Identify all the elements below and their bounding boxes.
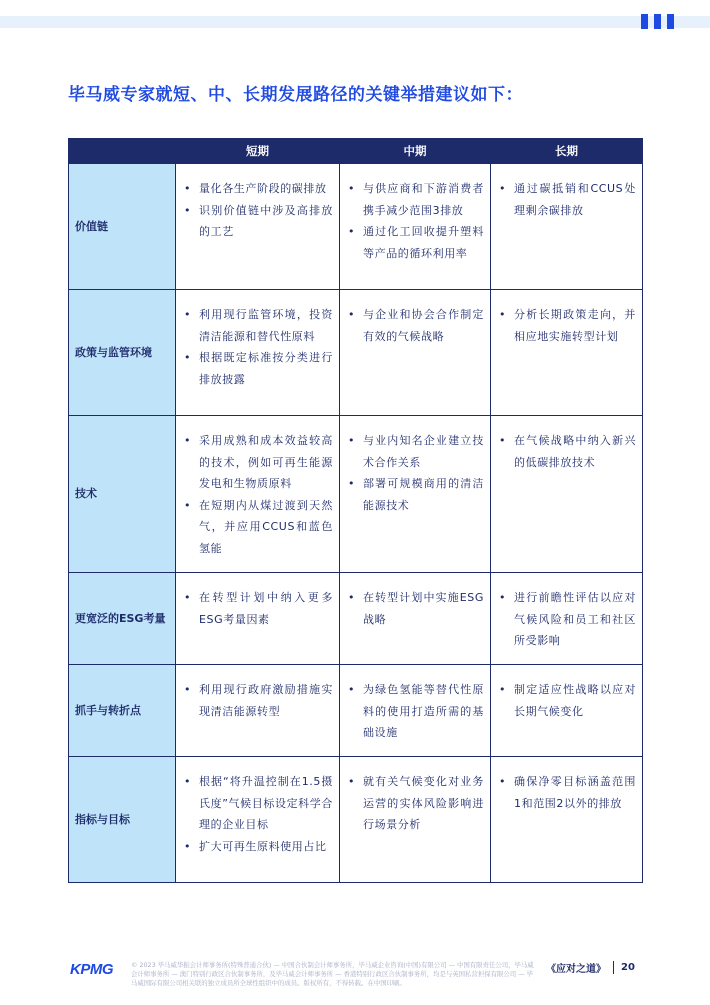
- bullet-item: • 根据既定标准按分类进行排放披露: [182, 347, 333, 390]
- bullet-list: [491, 665, 642, 728]
- bullet-list: [491, 573, 642, 658]
- bullet-list: [491, 757, 642, 820]
- bullet-item: • 通过化工回收提升塑料等产品的循环利用率: [346, 221, 484, 264]
- bullet-item: • 就有关气候变化对业务运营的实体风险影响进行场景分析: [346, 771, 484, 836]
- bullet-list: [340, 757, 490, 842]
- row-label: [69, 573, 176, 665]
- table-row: [69, 290, 643, 416]
- header-short-term: 短期: [176, 139, 340, 164]
- bullet-item: • 与企业和协会合作制定有效的气候战略: [346, 304, 484, 347]
- row-label: [69, 665, 176, 757]
- cell-long-term: [491, 665, 643, 757]
- cell-short-term: [176, 665, 340, 757]
- bullet-list: [340, 290, 490, 353]
- cell-long-term: [491, 757, 643, 883]
- bullet-list: [176, 665, 339, 728]
- page-number: 20: [621, 962, 635, 973]
- cell-long-term: [491, 573, 643, 665]
- bullet-item: • 在转型计划中实施ESG战略: [346, 587, 484, 630]
- cell-long-term: [491, 290, 643, 416]
- bullet-item: • 识别价值链中涉及高排放的工艺: [182, 200, 333, 243]
- cell-short-term: [176, 757, 340, 883]
- bullet-list: [340, 665, 490, 750]
- header-corner: [69, 139, 176, 164]
- header-long-term: 长期: [491, 139, 643, 164]
- bullet-item: • 分析长期政策走向，并相应地实施转型计划: [497, 304, 636, 347]
- bullet-item: • 制定适应性战略以应对长期气候变化: [497, 679, 636, 722]
- row-label-text: 技术: [75, 487, 97, 501]
- footer-divider: [613, 961, 614, 974]
- top-decorative-band: [0, 16, 710, 28]
- bullet-list: [176, 573, 339, 636]
- row-label-text: 价值链: [75, 219, 108, 233]
- table-row: [69, 757, 643, 883]
- corner-bars-icon: [641, 14, 674, 29]
- cell-long-term: [491, 164, 643, 290]
- table-row: [69, 164, 643, 290]
- roadmap-table: [68, 138, 643, 883]
- cell-mid-term: [340, 757, 491, 883]
- row-label-text: 抓手与转折点: [75, 703, 141, 717]
- row-label-text: 指标与目标: [75, 812, 130, 826]
- bullet-list: [491, 416, 642, 479]
- table-header-row: [69, 139, 643, 164]
- cell-short-term: [176, 290, 340, 416]
- bullet-item: • 利用现行监管环境，投资清洁能源和替代性原料: [182, 304, 333, 347]
- row-label-text: 更宽泛的ESG考量: [75, 611, 166, 625]
- bullet-list: [340, 573, 490, 636]
- bullet-item: • 在短期内从煤过渡到天然气，并应用CCUS和蓝色氢能: [182, 495, 333, 560]
- bullet-item: • 根据“将升温控制在1.5摄氏度”气候目标设定科学合理的企业目标: [182, 771, 333, 836]
- bullet-list: [491, 164, 642, 227]
- cell-short-term: [176, 164, 340, 290]
- bullet-item: • 进行前瞻性评估以应对气候风险和员工和社区所受影响: [497, 587, 636, 652]
- bullet-list: [340, 416, 490, 522]
- bullet-item: • 确保净零目标涵盖范围1和范围2以外的排放: [497, 771, 636, 814]
- bullet-item: • 扩大可再生原料使用占比: [182, 836, 333, 858]
- bullet-item: • 为绿色氢能等替代性原料的使用打造所需的基础设施: [346, 679, 484, 744]
- bullet-item: • 与供应商和下游消费者携手减少范围3排放: [346, 178, 484, 221]
- cell-short-term: [176, 416, 340, 573]
- cell-mid-term: [340, 164, 491, 290]
- bullet-list: [176, 757, 339, 863]
- cell-short-term: [176, 573, 340, 665]
- bullet-item: • 利用现行政府激励措施实现清洁能源转型: [182, 679, 333, 722]
- row-label: [69, 164, 176, 290]
- cell-long-term: [491, 416, 643, 573]
- document-title: 《应对之道》: [546, 964, 606, 975]
- table-row: [69, 416, 643, 573]
- bullet-item: • 在气候战略中纳入新兴的低碳排放技术: [497, 430, 636, 473]
- cell-mid-term: [340, 416, 491, 573]
- bullet-list: [176, 416, 339, 565]
- bullet-item: • 通过碳抵销和CCUS处理剩余碳排放: [497, 178, 636, 221]
- bullet-list: [340, 164, 490, 270]
- bullet-list: [176, 290, 339, 396]
- bullet-item: • 在转型计划中纳入更多ESG考量因素: [182, 587, 333, 630]
- bullet-item: • 部署可规模商用的清洁能源技术: [346, 473, 484, 516]
- row-label: [69, 416, 176, 573]
- bullet-item: • 量化各生产阶段的碳排放: [182, 178, 333, 200]
- kpmg-logo: KPMG: [70, 961, 113, 978]
- header-mid-term: 中期: [340, 139, 491, 164]
- page-heading: 毕马威专家就短、中、长期发展路径的关键举措建议如下：: [68, 85, 523, 105]
- cell-mid-term: [340, 573, 491, 665]
- row-label: [69, 290, 176, 416]
- table-row: [69, 665, 643, 757]
- footer-page-info: [546, 960, 656, 975]
- cell-mid-term: [340, 290, 491, 416]
- table-row: [69, 573, 643, 665]
- copyright-note: © 2023 毕马威华振会计师事务所(特殊普通合伙) — 中国合伙制会计师事务所，毕马威企业咨询(中国)有限公司 — 中国有限责任公司，毕马威会计师事务所 — 澳门特别行政区合伙制事务所，及毕马威会计师事务所 — 香港特别行政区合伙制事务所，均是与英国私营担保有限公司 — 毕马威国际有限公司相关联的独立成员所全球性组织中的成员。版权所有，不得转载。在中国印刷。: [131, 961, 534, 987]
- bullet-item: • 采用成熟和成本效益较高的技术，例如可再生能源发电和生物质原料: [182, 430, 333, 495]
- bullet-item: • 与业内知名企业建立技术合作关系: [346, 430, 484, 473]
- row-label-text: 政策与监管环境: [75, 345, 152, 359]
- bullet-list: [176, 164, 339, 249]
- bullet-list: [491, 290, 642, 353]
- cell-mid-term: [340, 665, 491, 757]
- row-label: [69, 757, 176, 883]
